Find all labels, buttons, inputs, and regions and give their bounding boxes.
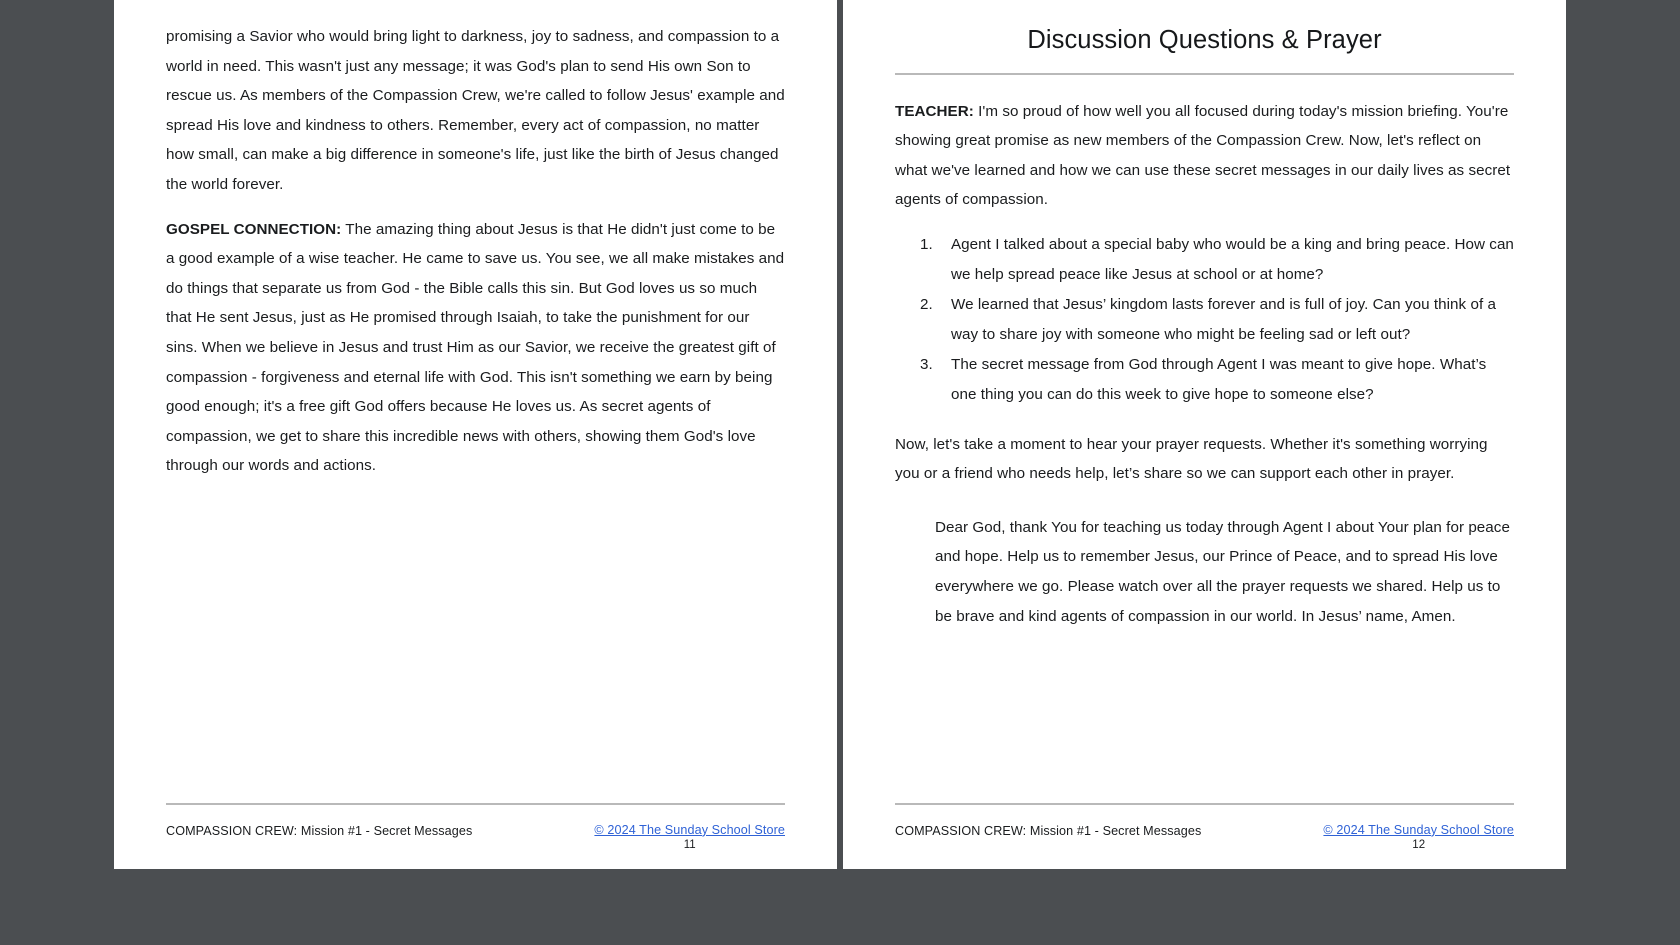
- paragraph-text: The amazing thing about Jesus is that He didn't just come to be a good example of a wise teacher. He came to save us. You see, we all make mistakes and do things that separate us from God - the Bible calls this sin. But God loves us so much that He sent Jesus, just as He promised through Isaiah, to take the punishment for our sins. When we believe in Jesus and trust Him as our Savior, we receive the greatest gift of compassion - forgiveness and eternal life with God. This isn't something we earn by being good enough; it's a free gift God offers because He loves us. As secret agents of compassion, we get to share this incredible news with others, showing them God's love through our words and actions.: [166, 220, 785, 475]
- document-page-12: [843, 0, 1566, 869]
- paragraph-prayer-requests: Now, let's take a moment to hear your prayer requests. Whether it's something worrying you or a friend who needs help, let’s share so we can support each other in prayer.: [895, 435, 1488, 483]
- page-body: [166, 0, 785, 481]
- paragraph-gospel-connection: [166, 215, 785, 481]
- page-body: [895, 75, 1514, 632]
- footer-row: [895, 824, 1514, 851]
- paragraph-teacher: [895, 97, 1514, 215]
- list-item: 2. We learned that Jesus’ kingdom lasts forever and is full of joy. Can you think of a way to share joy with someone who might be feeling sad or left out?: [937, 290, 1514, 349]
- copyright-link[interactable]: © 2024 The Sunday School Store: [594, 822, 785, 837]
- page-number: 11: [683, 838, 696, 851]
- copyright-link[interactable]: © 2024 The Sunday School Store: [1323, 822, 1514, 837]
- prayer-blockquote: [895, 513, 1514, 631]
- page-footer: [895, 803, 1514, 851]
- discussion-questions-list: [895, 230, 1514, 410]
- page-number: 12: [1412, 838, 1426, 851]
- list-item: 1. Agent I talked about a special baby who would be a king and bring peace. How can we help spread peace like Jesus at school or at home?: [937, 230, 1514, 289]
- paragraph-lead-label: TEACHER:: [895, 102, 974, 120]
- page-content-area: [895, 0, 1514, 869]
- document-page-11: [114, 0, 837, 869]
- paragraph: promising a Savior who would bring light to darkness, joy to sadness, and compassion to a world in need. This wasn't just any message; it was God's plan to send His own Son to rescue us. As members of the Compassion Crew, we're called to follow Jesus' example and spread His love and kindness to others. Remember, every act of compassion, no matter how small, can make a big difference in someone's life, just like the birth of Jesus changed the world forever.: [166, 28, 785, 193]
- page-footer: [166, 803, 785, 851]
- prayer-text: Dear God, thank You for teaching us today through Agent I about Your plan for peace and hope. Help us to remember Jesus, our Prince of Peace, and to spread His love everywhere we go. Please watch over all the prayer requests we shared. Help us to be brave and kind agents of compassion in our world. In Jesus’ name, Amen.: [935, 518, 1510, 625]
- list-item: 3. The secret message from God through Agent I was meant to give hope. What’s one thing you can do this week to give hope to someone else?: [937, 350, 1514, 409]
- footer-right-group: [594, 824, 785, 851]
- footer-divider: [895, 803, 1514, 805]
- page-title: Discussion Questions & Prayer: [1027, 26, 1382, 54]
- paragraph-lead-label: GOSPEL CONNECTION:: [166, 220, 342, 238]
- footer-title: COMPASSION CREW: Mission #1 - Secret Messages: [895, 823, 1202, 838]
- footer-row: [166, 824, 785, 851]
- footer-divider: [166, 803, 785, 805]
- footer-right-group: [1323, 824, 1514, 851]
- footer-title: COMPASSION CREW: Mission #1 - Secret Messages: [166, 823, 473, 838]
- page-content-area: [166, 0, 785, 869]
- paragraph-text: I'm so proud of how well you all focused during today's mission briefing. You're showing great promise as new members of the Compassion Crew. Now, let's reflect on what we've learned and how we can use these secret messages in our daily lives as secret agents of compassion.: [895, 102, 1511, 209]
